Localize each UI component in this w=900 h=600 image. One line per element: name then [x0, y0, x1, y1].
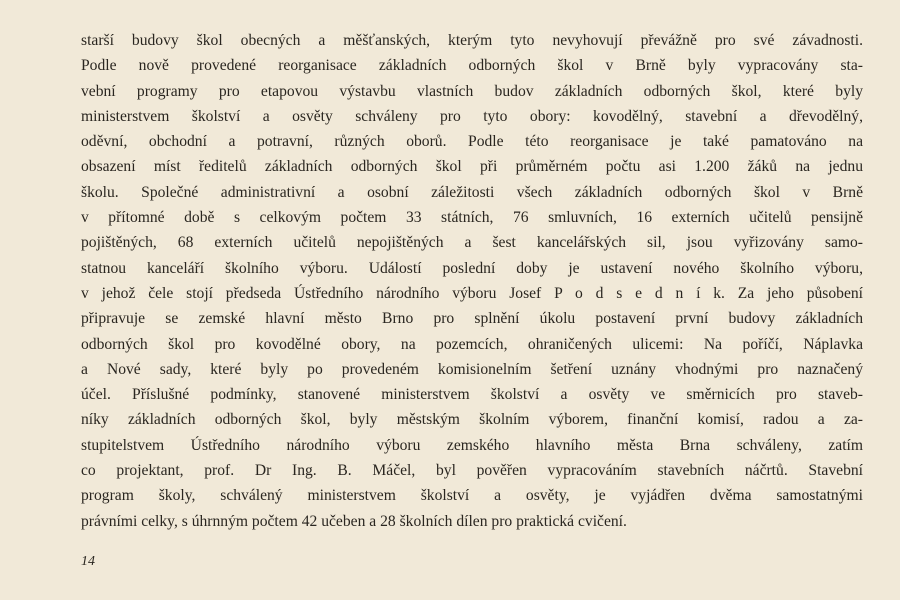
text-line-last: právními celky, s úhrnným počtem 42 učeben a 28 školních dílen pro praktická cvičení.: [81, 512, 627, 530]
text-line: statnou kanceláří školního výboru. Událostí poslední doby je ustavení nového školního výboru,: [81, 259, 863, 277]
text-line: pojištěných, 68 externích učitelů nepojištěných a šest kancelářských sil, jsou vyřizovány samo-: [81, 234, 863, 252]
text-line: školu. Společné administrativní a osobní záležitosti všech základních odborných škol v Brně: [81, 183, 863, 201]
text-line: v jehož čele stojí předseda Ústředního národního výboru Josef P o d s e d n í k. Za jeho působení: [81, 284, 863, 302]
text-line: vební programy pro etapovou výstavbu vlastních budov základních odborných škol, které byly: [81, 82, 863, 100]
text-line: starší budovy škol obecných a měšťanských, kterým tyto nevyhovují převážně pro své závadnosti.: [81, 32, 863, 49]
text-line: stupitelstvem Ústředního národního výboru zemského hlavního města Brna schváleny, zatím: [81, 436, 863, 454]
text-line: níky základních odborných škol, byly městským školním výborem, finanční komisí, radou a za-: [81, 411, 863, 429]
text-line: program školy, schválený ministerstvem školství a osvěty, je vyjádřen dvěma samostatnými: [81, 487, 863, 505]
text-line: co projektant, prof. Dr Ing. B. Máčel, byl pověřen vypracováním stavebních náčrtů. Stavební: [81, 462, 863, 480]
text-line: účel. Příslušné podmínky, stanovené ministerstvem školství a osvěty ve směrnicích pro staveb-: [81, 386, 863, 404]
text-line: v přítomné době s celkovým počtem 33 státních, 76 smluvních, 16 externích učitelů pensijně: [81, 209, 863, 227]
text-line: obsazení míst ředitelů základních odborných škol při průměrném počtu asi 1.200 žáků na jednu: [81, 158, 863, 176]
page-number: 14: [81, 554, 95, 569]
text-line: oděvní, obchodní a potravní, různých oborů. Podle této reorganisace je také pamatováno na: [81, 133, 863, 151]
text-line: připravuje se zemské hlavní město Brno pro splnění úkolu postavení první budovy základních: [81, 310, 863, 328]
body-text: [81, 28, 863, 534]
text-line: Podle nově provedené reorganisace základních odborných škol v Brně byly vypracovány sta-: [81, 57, 863, 75]
text-line: a Nové sady, které byly po provedeném komisionelním šetření uznány vhodnými pro naznačený: [81, 360, 863, 378]
text-line: ministerstvem školství a osvěty schváleny pro tyto obory: kovodělný, stavební a dřevodělný,: [81, 107, 863, 125]
text-line: odborných škol pro kovodělné obory, na pozemcích, ohraničených ulicemi: Na poříčí, Náplavka: [81, 335, 863, 353]
